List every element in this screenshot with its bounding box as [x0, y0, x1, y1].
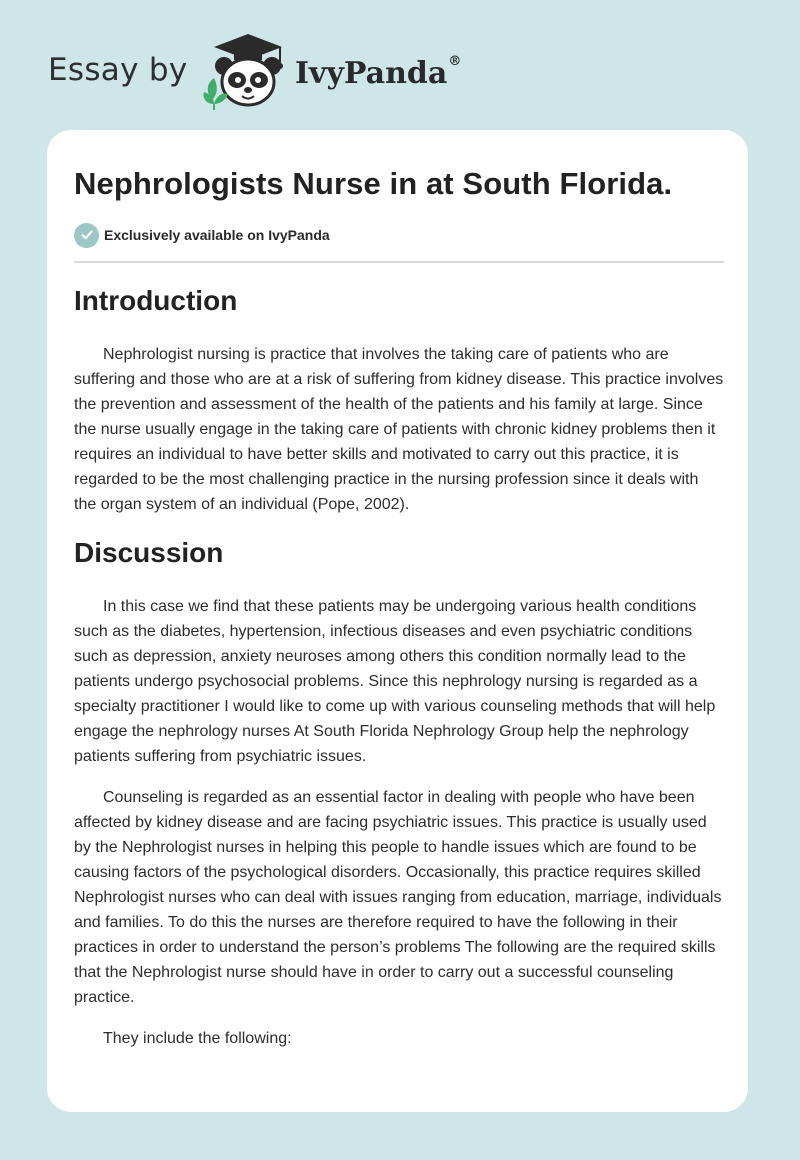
exclusive-badge	[74, 222, 330, 248]
introduction-paragraph: Nephrologist nursing is practice that involves the taking care of patients who are suffering and those who are at a risk of suffering from kidney disease. This practice involves the prevention and assessment of the health of the patients and his family at large. Since the nurse usually engage in the taking care of patients with chronic kidney problems then it requires an individual to have better skills and motivated to carry out this practice, it is regarded to be the most challenging practice in the nursing profession since it deals with the organ system of an individual (Pope, 2002).	[74, 346, 724, 513]
discussion-paragraph-1: In this case we find that these patients may be undergoing various health conditions such as the diabetes, hypertension, infectious diseases and even psychiatric conditions such as depression, anxiety neuroses among others this condition normally lead to the patients undergo psychosocial problems. Since this nephrology nursing is regarded as a specialty practitioner I would like to come up with various counseling methods that will help engage the nephrology nurses At South Florida Nephrology Group help the nephrology patients suffering from psychiatric issues.	[74, 598, 716, 765]
section-heading-discussion: Discussion	[74, 537, 224, 568]
exclusive-badge-label: Exclusively available on IvyPanda	[104, 227, 330, 243]
section-heading-introduction: Introduction	[74, 285, 238, 316]
essay-title: Nephrologists Nurse in at South Florida.	[74, 166, 673, 201]
site-header	[48, 30, 488, 110]
essay-card	[47, 130, 748, 1112]
discussion-paragraph-3: They include the following:	[103, 1030, 292, 1047]
panda-graduate-logo[interactable]	[200, 30, 298, 110]
brand-name[interactable]: IvyPanda®	[295, 54, 462, 91]
title-divider	[74, 261, 724, 263]
discussion-paragraph-2: Counseling is regarded as an essential factor in dealing with people who have been affected by kidney disease and are facing psychiatric issues. This practice is usually used by the Nephrologist nurses in helping this people to handle issues which are found to be causing factors of the psychological disorders. Occasionally, this practice requires skilled Nephrologist nurses who can deal with issues ranging from education, marriage, individuals and families. To do this the nurses are therefore required to have the following in their practices in order to understand the person’s problems The following are the required skills that the Nephrologist nurse should have in order to carry out a successful counseling practice.	[74, 789, 722, 1006]
check-circle-icon	[74, 223, 99, 248]
brand-prefix: Essay by	[48, 52, 188, 88]
